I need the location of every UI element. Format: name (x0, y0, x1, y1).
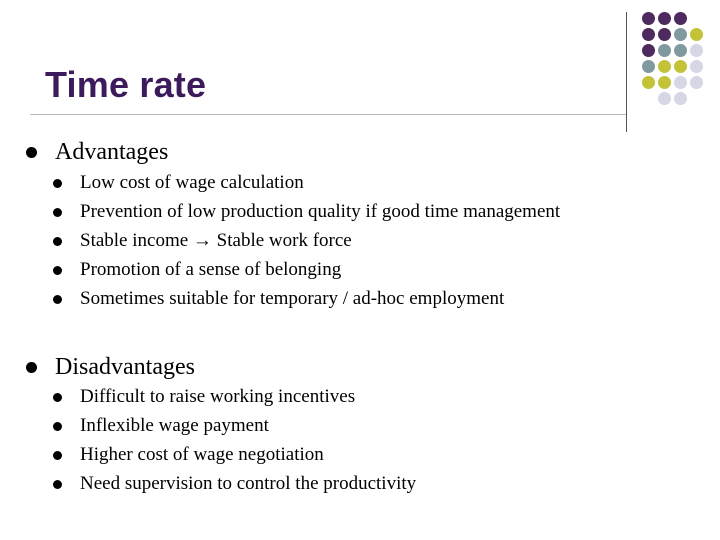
advantages-heading: Advantages (55, 139, 169, 165)
decor-dot (658, 44, 671, 57)
bullet-dot-icon (26, 362, 37, 373)
list-item: Sometimes suitable for temporary / ad-hoc employment (80, 288, 505, 309)
disadvantages-heading: Disadvantages (55, 354, 195, 380)
list-item: Higher cost of wage negotiation (80, 444, 324, 465)
decor-dot (674, 76, 687, 89)
decor-dot (674, 92, 687, 105)
decor-dot (658, 12, 671, 25)
bullet-dot-icon (53, 295, 62, 304)
decor-dot (658, 76, 671, 89)
decor-dot (642, 28, 655, 41)
bullet-dot-icon (53, 208, 62, 217)
decor-dot (642, 76, 655, 89)
decor-dot (690, 60, 703, 73)
list-item: Difficult to raise working incentives (80, 386, 356, 407)
list-item: Need supervision to control the productivity (80, 473, 417, 494)
list-item: Stable income → Stable work force (80, 230, 352, 251)
decor-vertical-line (626, 12, 627, 132)
bullet-dot-icon (53, 237, 62, 246)
decor-dot (658, 92, 671, 105)
decor-dot (658, 60, 671, 73)
decor-dot (674, 28, 687, 41)
decor-dot (642, 44, 655, 57)
decor-dot (674, 60, 687, 73)
decor-dot (674, 12, 687, 25)
list-item: Prevention of low production quality if good time management (80, 201, 561, 222)
slide-title: Time rate (45, 64, 207, 105)
decor-dot (658, 28, 671, 41)
bullet-dot-icon (53, 179, 62, 188)
bullet-dot-icon (53, 266, 62, 275)
bullet-dot-icon (26, 147, 37, 158)
list-item: Low cost of wage calculation (80, 172, 304, 193)
bullet-dot-icon (53, 451, 62, 460)
bullet-dot-icon (53, 422, 62, 431)
decor-dot (690, 76, 703, 89)
bullet-dot-icon (53, 480, 62, 489)
decor-dot (690, 44, 703, 57)
bullet-dot-icon (53, 393, 62, 402)
list-item: Promotion of a sense of belonging (80, 259, 342, 280)
decor-dot (642, 12, 655, 25)
decor-dot (690, 28, 703, 41)
list-item: Inflexible wage payment (80, 415, 269, 436)
decor-dot (642, 60, 655, 73)
title-underline (30, 114, 626, 115)
decor-dot (674, 44, 687, 57)
